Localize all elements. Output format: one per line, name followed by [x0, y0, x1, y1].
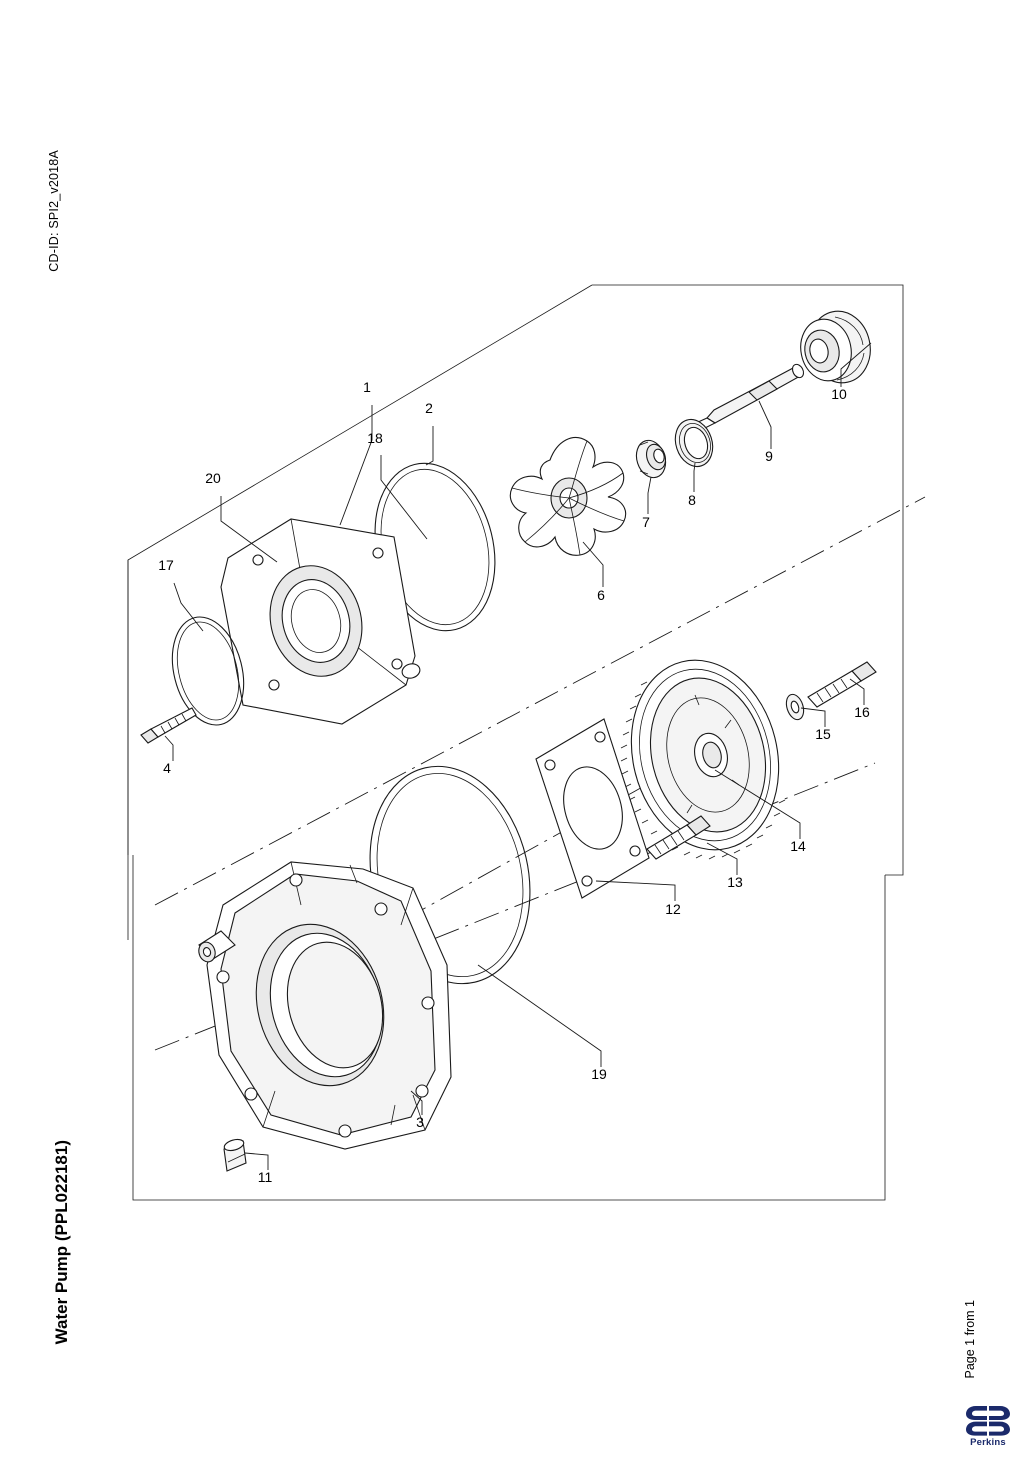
- callout-10: 10: [831, 386, 847, 402]
- callout-3: 3: [416, 1114, 424, 1130]
- callout-17: 17: [158, 557, 174, 573]
- part-15-washer: [783, 692, 806, 722]
- callout-9: 9: [765, 448, 773, 464]
- callout-12: 12: [665, 901, 681, 917]
- part-7-seal: [632, 437, 670, 482]
- part-6-impeller: [510, 437, 625, 555]
- callout-4: 4: [163, 760, 171, 776]
- part-4-bolt: [141, 708, 196, 743]
- callout-15: 15: [815, 726, 831, 742]
- diagram-canvas: [95, 265, 940, 1225]
- sheet-title: Water Pump (PPL022181): [52, 1140, 71, 1345]
- perkins-logo-text: Perkins: [970, 1437, 1006, 1448]
- callout-14: 14: [790, 838, 806, 854]
- callout-8: 8: [688, 492, 696, 508]
- part-3-pump-housing: [197, 862, 451, 1149]
- part-16-bolt: [808, 662, 876, 707]
- callout-2: 2: [425, 400, 433, 416]
- callout-16: 16: [854, 704, 870, 720]
- callout-6: 6: [597, 587, 605, 603]
- callout-19: 19: [591, 1066, 607, 1082]
- page-count-text: Page 1 from 1: [963, 1300, 977, 1379]
- callout-1: 1: [363, 379, 371, 395]
- callout-18: 18: [367, 430, 383, 446]
- callout-11: 11: [257, 1169, 273, 1185]
- part-11-plug: [223, 1137, 246, 1171]
- part-10-pulley: [795, 306, 877, 389]
- perkins-logo-mark: [965, 1404, 1011, 1436]
- cd-id-text: CD-ID: SPI2_v2018A: [47, 150, 61, 272]
- callout-13: 13: [727, 874, 743, 890]
- callout-20: 20: [205, 470, 221, 486]
- part-20-backplate: [221, 519, 422, 724]
- perkins-logo: [960, 1404, 1016, 1450]
- callout-7: 7: [642, 514, 650, 530]
- exploded-diagram: [95, 265, 940, 1225]
- part-9-shaft: [685, 362, 806, 434]
